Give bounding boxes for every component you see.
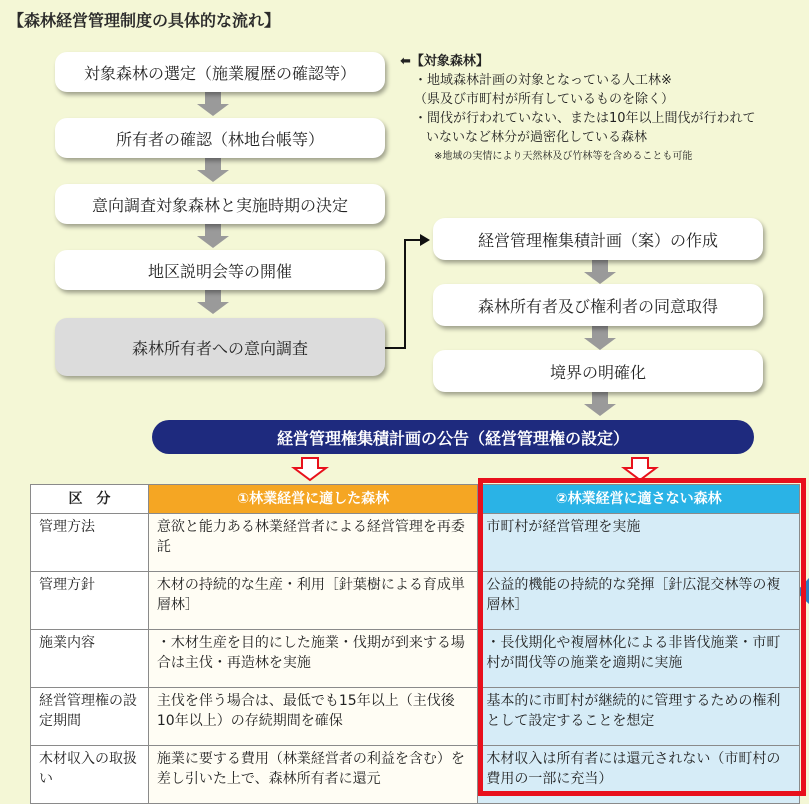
cell-unsuitable: 市町村が経営管理を実施 [478, 514, 800, 572]
step-consent [433, 284, 763, 326]
red-down-arrow-a [294, 458, 326, 480]
header-category: 区 分 [31, 485, 149, 514]
down-arrow [197, 224, 229, 248]
header-unsuitable-forest: ②林業経営に適さない森林 [478, 485, 800, 514]
step-label: 森林所有者への意向調査 [131, 338, 308, 358]
note-line: ・間伐が行われていない、または10年以上間伐が行われて [414, 111, 756, 126]
row-label: 管理方法 [31, 514, 149, 572]
down-arrow [197, 290, 229, 314]
cell-unsuitable: ・長伐期化や複層林化による非皆伐施業・市町村が間伐等の施業を適期に実施 [478, 630, 800, 688]
row-label: 経営管理権の設定期間 [31, 688, 149, 746]
highlight-frame [478, 478, 806, 796]
cell-unsuitable: 公益的機能の持続的な発揮［針広混交林等の複層林］ [478, 572, 800, 630]
step-label: 意向調査対象森林と実施時期の決定 [91, 195, 348, 215]
down-arrow [584, 392, 616, 416]
step-label: 経営管理権集積計画（案）の作成 [477, 230, 718, 250]
page-title: 【森林経営管理制度の具体的な流れ】 [8, 11, 281, 30]
step-label: 森林所有者及び権利者の同意取得 [477, 296, 718, 316]
step-briefing [55, 250, 385, 290]
note-line: いないなど林分が過密化している森林 [426, 130, 648, 145]
cell-unsuitable: 基本的に市町村が継続的に管理するための権利として設定することを想定 [478, 688, 800, 746]
cell-unsuitable: 木材収入は所有者には還元されない（市町村の費用の一部に充当） [478, 746, 800, 804]
step-label: 境界の明確化 [549, 362, 646, 382]
note-arrow-icon: ⬅ [400, 54, 411, 69]
note-line: ・地域森林計画の対象となっている人工林※ [414, 73, 672, 88]
step-select-forest [55, 52, 385, 92]
row-label: 施業内容 [31, 630, 149, 688]
target-forest-note [400, 52, 805, 166]
cell-suitable: 木材の持続的な生産・利用［針葉樹による育成単層林］ [148, 572, 478, 630]
connector-arrowhead [420, 234, 430, 246]
row-label: 管理方針 [31, 572, 149, 630]
header-suitable-forest: ①林業経営に適した森林 [148, 485, 478, 514]
cell-suitable: 主伐を伴う場合は、最低でも15年以上（主伐後10年以上）の存続期間を確保 [148, 688, 478, 746]
step-boundary [433, 350, 763, 392]
banner-label: 経営管理権集積計画の公告（経営管理権の設定） [276, 428, 629, 448]
cell-suitable: 意欲と能力ある林業経営者による経営管理を再委託 [148, 514, 478, 572]
row-label: 木材収入の取扱い [31, 746, 149, 804]
cell-suitable: ・木材生産を目的にした施業・伐期が到来する場合は主伐・再造林を実施 [148, 630, 478, 688]
step-owner-survey [55, 318, 385, 376]
step-label: 所有者の確認（林地台帳等） [115, 129, 324, 149]
step-label: 対象森林の選定（施業履歴の確認等） [83, 63, 356, 83]
connector-line [385, 240, 420, 348]
note-footnote: ※地域の実情により天然林及び竹林等を含めることも可能 [434, 151, 693, 162]
down-arrow [197, 158, 229, 182]
step-plan-draft [433, 218, 763, 260]
down-arrow [197, 92, 229, 116]
cell-suitable: 施業に要する費用（林業経営者の利益を含む）を差し引いた上で、森林所有者に還元 [148, 746, 478, 804]
announcement-banner [152, 420, 754, 454]
step-decide-survey [55, 184, 385, 224]
red-down-arrow-b [624, 458, 656, 480]
down-arrow [584, 326, 616, 350]
note-heading: 【対象森林】 [410, 54, 489, 69]
step-confirm-owner [55, 118, 385, 158]
note-line: （県及び市町村が所有しているものを除く） [414, 92, 675, 107]
step-label: 地区説明会等の開催 [147, 261, 292, 281]
down-arrow [584, 260, 616, 284]
